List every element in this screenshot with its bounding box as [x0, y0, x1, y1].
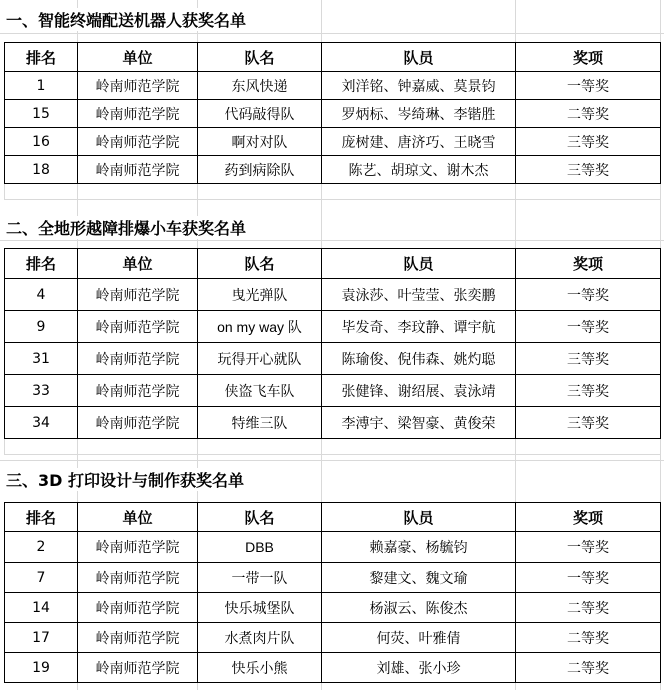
cell-unit: 岭南师范学院 [78, 311, 198, 343]
cell-unit: 岭南师范学院 [78, 72, 198, 100]
grid-row-line [0, 240, 664, 241]
header-team: 队名 [198, 503, 322, 532]
empty-cell [322, 184, 516, 200]
table-header-row [5, 503, 661, 532]
empty-cell [5, 439, 78, 455]
cell-award: 二等奖 [516, 653, 661, 683]
cell-team: 曳光弹队 [198, 279, 322, 311]
table-row [5, 343, 661, 375]
cell-members: 李溥宇、梁智豪、黄俊荣 [322, 407, 516, 439]
cell-award: 三等奖 [516, 128, 661, 156]
cell-award: 三等奖 [516, 407, 661, 439]
section-title: 二、全地形越障排爆小车获奖名单 [6, 216, 252, 239]
cell-members: 陈瑜俊、倪伟森、姚灼聪 [322, 343, 516, 375]
cell-team: 药到病除队 [198, 156, 322, 184]
header-award: 奖项 [516, 503, 661, 532]
cell-award: 二等奖 [516, 593, 661, 623]
table-header-row [5, 43, 661, 72]
cell-rank: 34 [5, 407, 78, 439]
empty-cell [516, 439, 661, 455]
header-unit: 单位 [78, 503, 198, 532]
cell-rank: 15 [5, 100, 78, 128]
cell-members: 张健锋、谢绍展、袁泳靖 [322, 375, 516, 407]
empty-cell [5, 184, 78, 200]
cell-unit: 岭南师范学院 [78, 100, 198, 128]
header-team: 队名 [198, 43, 322, 72]
table-row [5, 623, 661, 653]
cell-members: 毕发奇、李玟静、谭宇航 [322, 311, 516, 343]
cell-award: 三等奖 [516, 375, 661, 407]
cell-members: 陈艺、胡琼文、谢木杰 [322, 156, 516, 184]
section-title: 一、智能终端配送机器人获奖名单 [6, 8, 252, 31]
cell-rank: 2 [5, 532, 78, 563]
cell-award: 二等奖 [516, 100, 661, 128]
cell-rank: 19 [5, 653, 78, 683]
cell-award: 三等奖 [516, 343, 661, 375]
cell-rank: 4 [5, 279, 78, 311]
cell-award: 一等奖 [516, 311, 661, 343]
cell-unit: 岭南师范学院 [78, 343, 198, 375]
table-row [5, 375, 661, 407]
header-members: 队员 [322, 43, 516, 72]
header-award: 奖项 [516, 249, 661, 279]
cell-award: 一等奖 [516, 279, 661, 311]
table-row [5, 311, 661, 343]
table-row [5, 279, 661, 311]
cell-unit: 岭南师范学院 [78, 593, 198, 623]
table-row [5, 72, 661, 100]
award-table-2 [4, 248, 661, 455]
cell-award: 一等奖 [516, 563, 661, 593]
cell-team: 特维三队 [198, 407, 322, 439]
table-row [5, 563, 661, 593]
cell-unit: 岭南师范学院 [78, 279, 198, 311]
cell-unit: 岭南师范学院 [78, 375, 198, 407]
cell-rank: 7 [5, 563, 78, 593]
cell-team: 水煮肉片队 [198, 623, 322, 653]
empty-cell [78, 439, 198, 455]
cell-members: 何荧、叶雅倩 [322, 623, 516, 653]
header-rank: 排名 [5, 503, 78, 532]
cell-rank: 9 [5, 311, 78, 343]
cell-rank: 18 [5, 156, 78, 184]
cell-members: 杨淑云、陈俊杰 [322, 593, 516, 623]
empty-row [5, 184, 661, 200]
header-unit: 单位 [78, 43, 198, 72]
header-team: 队名 [198, 249, 322, 279]
cell-rank: 16 [5, 128, 78, 156]
cell-unit: 岭南师范学院 [78, 532, 198, 563]
cell-members: 黎建文、魏文瑜 [322, 563, 516, 593]
table-row [5, 100, 661, 128]
header-rank: 排名 [5, 249, 78, 279]
header-members: 队员 [322, 503, 516, 532]
table-row [5, 532, 661, 563]
cell-team: 快乐小熊 [198, 653, 322, 683]
header-members: 队员 [322, 249, 516, 279]
cell-members: 刘雄、张小珍 [322, 653, 516, 683]
empty-cell [516, 184, 661, 200]
table-row [5, 407, 661, 439]
cell-award: 二等奖 [516, 623, 661, 653]
table-row [5, 653, 661, 683]
award-table-1 [4, 42, 661, 200]
cell-unit: 岭南师范学院 [78, 623, 198, 653]
cell-team: 东风快递 [198, 72, 322, 100]
cell-team: 啊对对队 [198, 128, 322, 156]
section-title: 三、3D 打印设计与制作获奖名单 [6, 468, 250, 491]
cell-rank: 14 [5, 593, 78, 623]
cell-team: 玩得开心就队 [198, 343, 322, 375]
cell-rank: 1 [5, 72, 78, 100]
cell-team: 侠盗飞车队 [198, 375, 322, 407]
empty-row [5, 439, 661, 455]
empty-cell [78, 184, 198, 200]
award-table-3 [4, 502, 661, 683]
cell-unit: 岭南师范学院 [78, 653, 198, 683]
cell-members: 赖嘉豪、杨毓钧 [322, 532, 516, 563]
grid-row-line [0, 33, 664, 34]
cell-members: 袁泳莎、叶莹莹、张奕鹏 [322, 279, 516, 311]
header-award: 奖项 [516, 43, 661, 72]
cell-team: on my way 队 [198, 311, 322, 343]
cell-team: 一带一队 [198, 563, 322, 593]
empty-cell [322, 439, 516, 455]
cell-rank: 17 [5, 623, 78, 653]
table-row [5, 128, 661, 156]
table-row [5, 593, 661, 623]
cell-award: 三等奖 [516, 156, 661, 184]
header-rank: 排名 [5, 43, 78, 72]
empty-cell [198, 439, 322, 455]
cell-team: 快乐城堡队 [198, 593, 322, 623]
cell-team: 代码敲得队 [198, 100, 322, 128]
cell-unit: 岭南师范学院 [78, 407, 198, 439]
cell-members: 刘洋铭、钟嘉威、莫景钧 [322, 72, 516, 100]
cell-members: 罗炳标、岑绮琳、李锴胜 [322, 100, 516, 128]
empty-cell [198, 184, 322, 200]
cell-unit: 岭南师范学院 [78, 156, 198, 184]
cell-unit: 岭南师范学院 [78, 563, 198, 593]
cell-team: DBB [198, 532, 322, 563]
cell-award: 一等奖 [516, 532, 661, 563]
cell-members: 庞树建、唐济巧、王晓雪 [322, 128, 516, 156]
cell-unit: 岭南师范学院 [78, 128, 198, 156]
cell-rank: 31 [5, 343, 78, 375]
table-header-row [5, 249, 661, 279]
cell-rank: 33 [5, 375, 78, 407]
grid-row-line [0, 460, 664, 461]
header-unit: 单位 [78, 249, 198, 279]
table-row [5, 156, 661, 184]
cell-award: 一等奖 [516, 72, 661, 100]
